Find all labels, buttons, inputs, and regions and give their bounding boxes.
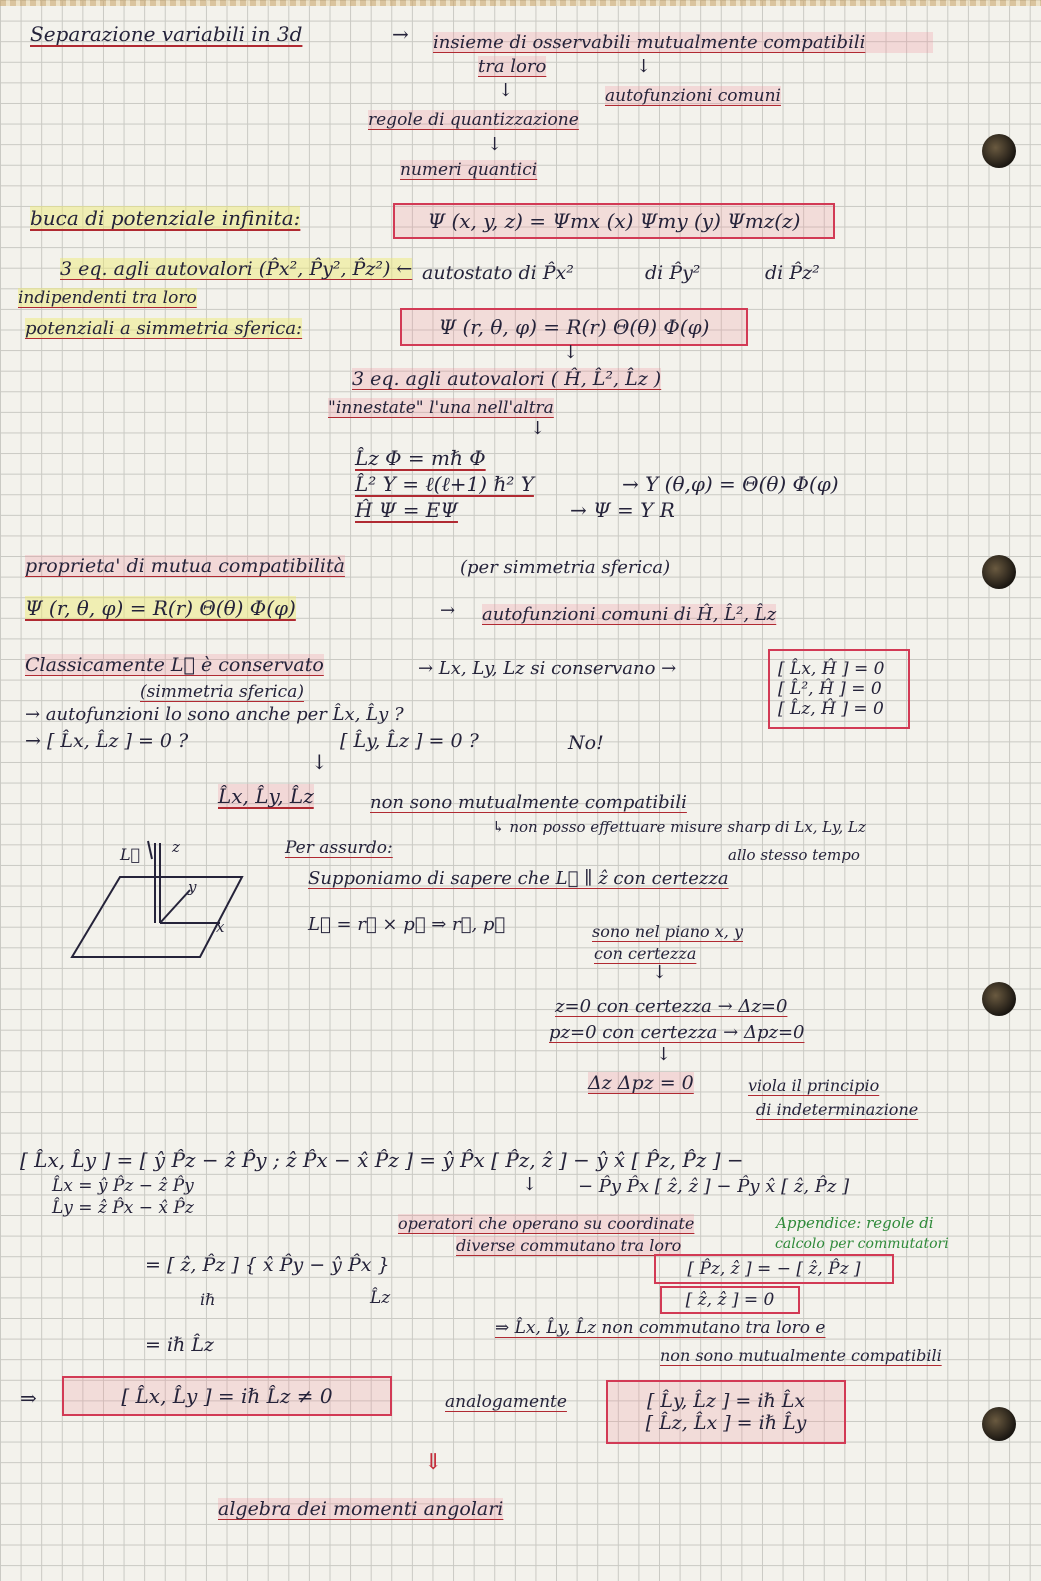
note-line: con certezza xyxy=(594,944,697,963)
note-line: "innestate" l'una nell'altra xyxy=(328,398,554,418)
equation: Ψ (r, θ, φ) = R(r) Θ(θ) Φ(φ) xyxy=(25,596,296,620)
note-line: tra loro xyxy=(478,56,547,77)
note-line: ⇒ L̂x, L̂y, L̂z non commutano tra loro e xyxy=(495,1318,826,1338)
final-result-box xyxy=(62,1376,392,1416)
equation: L̂y = ẑ P̂x − x̂ P̂z xyxy=(52,1198,194,1218)
equation: L̂² Y = ℓ(ℓ+1) ℏ² Y xyxy=(355,472,534,496)
equation: = [ ẑ, P̂z ] { x̂ P̂y − ŷ P̂x } xyxy=(145,1254,390,1276)
note-line: non sono mutualmente compatibili xyxy=(660,1346,942,1365)
arrow: → xyxy=(440,600,456,621)
note-line: potenziali a simmetria sferica: xyxy=(25,318,303,339)
formula-text: Ψ (r, θ, φ) = R(r) Θ(θ) Φ(φ) xyxy=(438,315,710,339)
arrow: ↓ xyxy=(656,1044,672,1065)
note-line: allo stesso tempo xyxy=(728,846,860,864)
analog-line: [ L̂y, L̂z ] = iℏ L̂x xyxy=(646,1390,806,1412)
note-line: viola il principio xyxy=(748,1076,880,1095)
rule-line: [ ẑ, ẑ ] = 0 xyxy=(685,1290,775,1310)
brace-label: L̂z xyxy=(370,1288,391,1308)
commutator-line: [ L̂x, Ĥ ] = 0 xyxy=(778,659,885,679)
rule-box xyxy=(654,1254,894,1284)
note-line: Δz Δpz = 0 xyxy=(588,1072,694,1094)
arrow: ↓ xyxy=(311,750,328,774)
boxed-formula xyxy=(400,308,748,346)
arrow: ↓ xyxy=(652,962,668,983)
section-heading: proprieta' di mutua compatibilità xyxy=(25,555,345,577)
note-line: insieme di osservabili mutualmente compatibili xyxy=(433,32,933,53)
formula-text: Ψ (x, y, z) = Ψmx (x) Ψmy (y) Ψmz(z) xyxy=(427,209,801,233)
equation: − P̂y P̂x [ ẑ, ẑ ] − P̂y x̂ [ ẑ, P̂z ] xyxy=(578,1176,850,1197)
note-line: operatori che operano su coordinate xyxy=(398,1214,695,1233)
note-line: pz=0 con certezza → Δpz=0 xyxy=(549,1022,805,1043)
note-line: non sono mutualmente compatibili xyxy=(370,792,687,813)
punch-hole xyxy=(982,982,1016,1016)
note-line: z=0 con certezza → Δz=0 xyxy=(555,996,788,1017)
note-line: L̂x, L̂y, L̂z xyxy=(218,784,314,808)
note-line: Per assurdo: xyxy=(285,838,393,858)
note-line: sono nel piano x, y xyxy=(592,922,743,941)
equation: → Y (θ,φ) = Θ(θ) Φ(φ) xyxy=(622,472,839,496)
note-line: ↳ non posso effettuare misure sharp di Lx, Ly, Lz xyxy=(492,818,866,836)
arrow: ↓ xyxy=(563,342,579,363)
note-line: di P̂z² xyxy=(765,262,820,284)
arrow: ⇒ xyxy=(20,1386,37,1410)
arrow: ↓ xyxy=(636,56,652,77)
rule-box xyxy=(660,1286,800,1314)
coordinate-figure xyxy=(60,835,260,965)
note-line: 3 eq. agli autovalori (P̂x², P̂y², P̂z²) ← xyxy=(60,258,413,280)
note-line: autostato di P̂x² xyxy=(422,262,574,284)
note-line: autofunzioni comuni xyxy=(605,86,781,106)
appendix-note: Appendice: regole di xyxy=(776,1214,934,1232)
note-line: L⃗ = r⃗ × p⃗ ⇒ r⃗, p⃗ xyxy=(308,914,506,935)
commutator-box xyxy=(768,649,910,729)
note-line: → Lx, Ly, Lz si conservano → xyxy=(418,658,677,679)
equation: = iℏ L̂z xyxy=(145,1334,214,1356)
arrow: ↓ xyxy=(487,134,503,155)
analog-box xyxy=(606,1380,846,1444)
note-line: indipendenti tra loro xyxy=(18,288,197,308)
note-line: (simmetria sferica) xyxy=(140,682,304,702)
section-heading: algebra dei momenti angolari xyxy=(218,1498,504,1520)
arrow: ↓ xyxy=(498,80,514,101)
top-edge-stripe xyxy=(0,0,1041,6)
note-line: (per simmetria sferica) xyxy=(460,557,671,578)
appendix-note: calcolo per commutatori xyxy=(775,1236,949,1252)
note-line: di indeterminazione xyxy=(756,1100,919,1119)
final-result: [ L̂x, L̂y ] = iℏ L̂z ≠ 0 xyxy=(121,1384,333,1408)
note-line: Classicamente L⃗ è conservato xyxy=(25,654,324,676)
commutator-line: [ L̂², Ĥ ] = 0 xyxy=(778,679,882,699)
punch-hole xyxy=(982,1407,1016,1441)
note-line: regole di quantizzazione xyxy=(368,110,579,130)
note-line: Supponiamo di sapere che L⃗ ∥ ẑ con certezza xyxy=(308,868,729,889)
note-line: numeri quantici xyxy=(400,160,538,180)
note-line: 3 eq. agli autovalori ( Ĥ, L̂², L̂z ) xyxy=(352,368,662,390)
axis-label: x xyxy=(216,918,225,936)
note-line: analogamente xyxy=(445,1392,567,1412)
equation: L̂x = ŷ P̂z − ẑ P̂y xyxy=(52,1176,194,1196)
note-line: [ L̂y, L̂z ] = 0 ? xyxy=(340,730,479,752)
boxed-formula xyxy=(393,203,835,239)
equation: L̂z Φ = mℏ Φ xyxy=(355,446,486,470)
note-line: buca di potenziale infinita: xyxy=(30,206,301,230)
arrow: ↓ xyxy=(530,418,546,439)
equation: → Ψ = Y R xyxy=(570,498,675,522)
analog-line: [ L̂z, L̂x ] = iℏ L̂y xyxy=(645,1412,807,1434)
equation: Ĥ Ψ = EΨ xyxy=(355,498,458,522)
arrow: ⇓ xyxy=(424,1450,443,1475)
punch-hole xyxy=(982,134,1016,168)
arrow: ↓ xyxy=(522,1174,538,1195)
note-line: → [ L̂x, L̂z ] = 0 ? xyxy=(25,730,189,752)
punch-hole xyxy=(982,555,1016,589)
equation: [ L̂x, L̂y ] = [ ŷ P̂z − ẑ P̂y ; ẑ P̂x − x̂ P̂z ] = ŷ P̂x [ P̂z, ẑ ] − ŷ x̂ [ P̂z, P̂z ] − xyxy=(20,1148,744,1172)
note-line: No! xyxy=(568,732,604,754)
axis-label: y xyxy=(188,878,197,896)
page-title: Separazione variabili in 3d xyxy=(30,22,303,46)
note-line: → autofunzioni lo sono anche per L̂x, L̂y ? xyxy=(25,704,404,725)
axis-label: z xyxy=(172,838,180,856)
note-line: autofunzioni comuni di Ĥ, L̂², L̂z xyxy=(482,604,777,625)
axis-label: L⃗ xyxy=(120,845,141,864)
commutator-line: [ L̂z, Ĥ ] = 0 xyxy=(778,699,884,719)
brace-label: iℏ xyxy=(200,1290,216,1309)
note-line: diverse commutano tra loro xyxy=(456,1236,682,1255)
rule-line: [ P̂z, ẑ ] = − [ ẑ, P̂z ] xyxy=(687,1259,861,1279)
note-line: di P̂y² xyxy=(645,262,701,284)
arrow: → xyxy=(392,22,409,46)
